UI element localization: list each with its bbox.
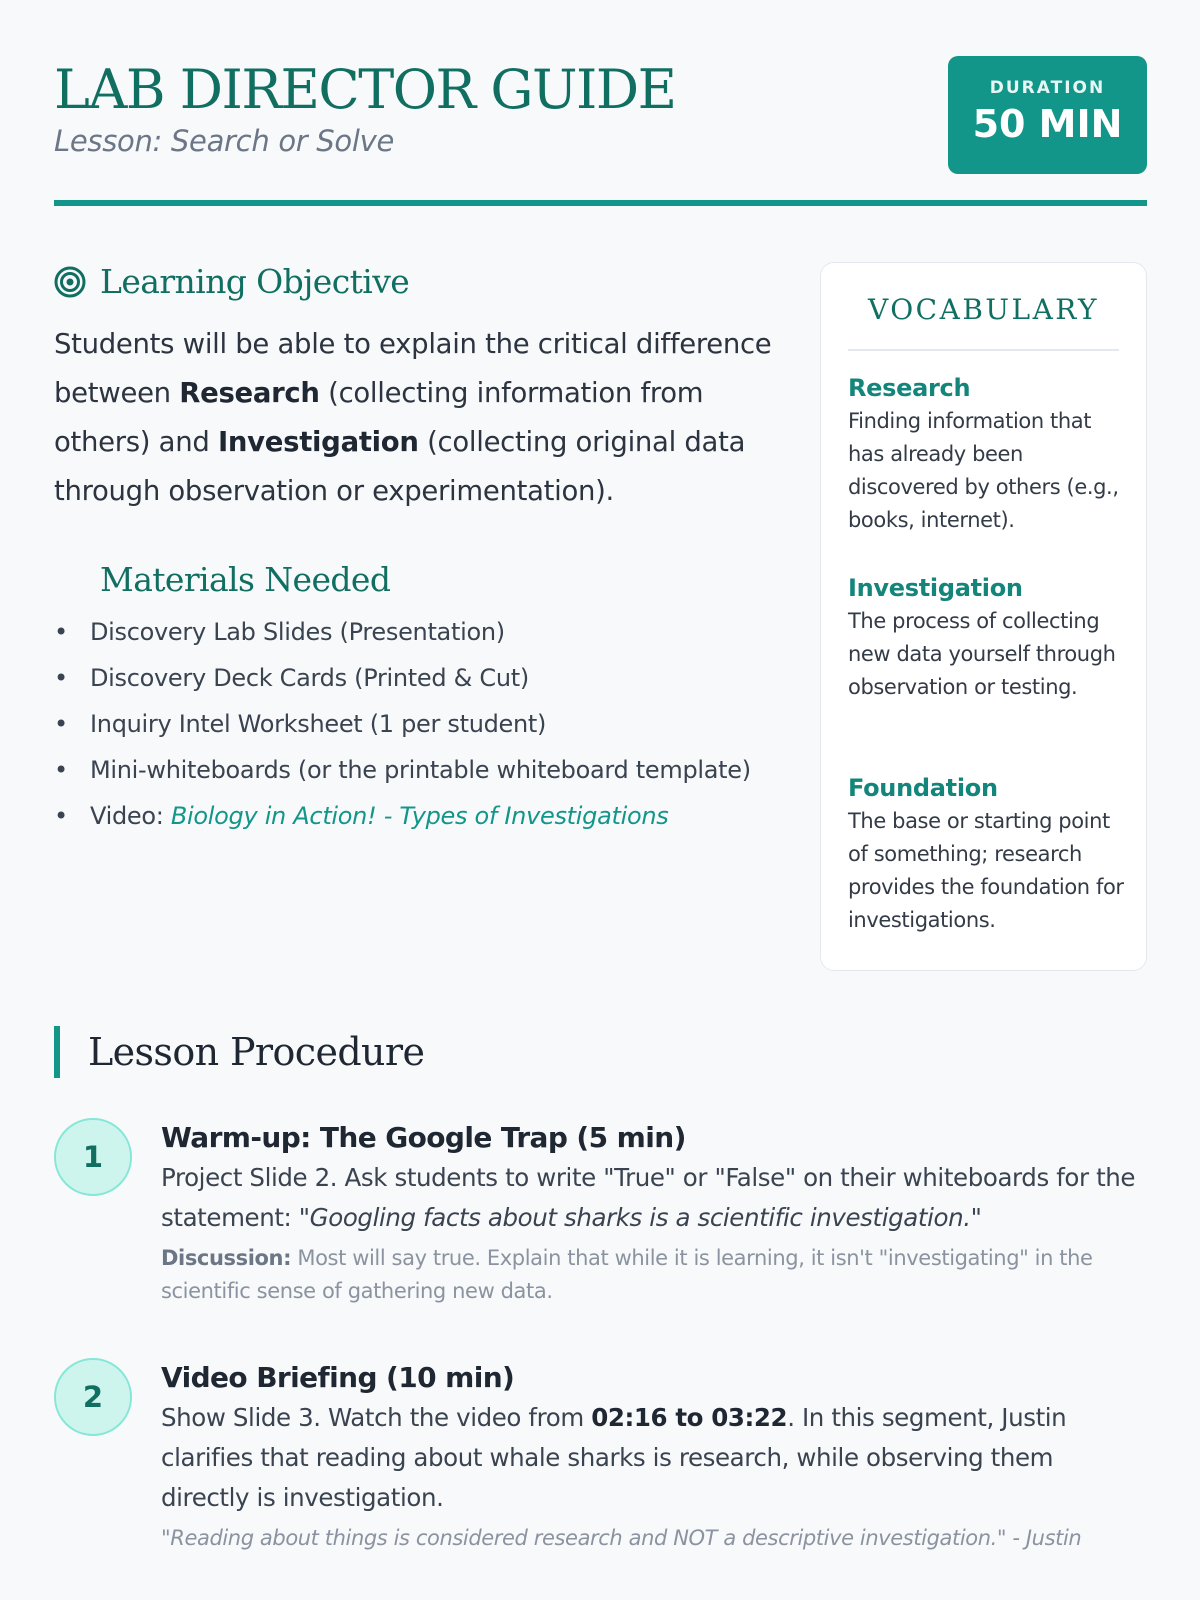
step-text-part: Show Slide 3. Watch the video from <box>161 1403 592 1432</box>
vocab-term: Foundation <box>848 774 998 802</box>
step-text <box>161 1158 1147 1238</box>
vocabulary-card <box>820 262 1147 971</box>
vocabulary-heading: VOCABULARY <box>867 293 1100 326</box>
target-icon <box>54 266 86 298</box>
vocab-term: Investigation <box>848 574 1023 602</box>
objective-text-part: (collecting information from others) and <box>54 377 704 458</box>
header-divider <box>54 200 1147 206</box>
materials-item-label: Mini-whiteboards (or the printable whiteboard template) <box>90 756 751 784</box>
step-body <box>161 1118 1147 1308</box>
objective-term-investigation: Investigation <box>217 426 419 458</box>
objective-text <box>54 320 774 516</box>
discussion-text: Most will say true. Explain that while it is learning, it isn't "investigating" in the scientific sense of gathering new data. <box>161 1246 1093 1303</box>
materials-item <box>54 658 774 698</box>
materials-item <box>54 612 774 652</box>
duration-badge <box>948 56 1147 174</box>
materials-item-label: Discovery Deck Cards (Printed & Cut) <box>90 664 529 692</box>
page-title: LAB DIRECTOR GUIDE <box>54 58 676 121</box>
duration-value: 50 MIN <box>972 102 1123 146</box>
vocab-definition: Finding information that has already been discovered by others (e.g., books, internet). <box>848 409 1119 532</box>
vocab-item-foundation <box>848 771 1128 937</box>
objective-text-part: Students will be able to explain the critical difference between <box>54 328 772 409</box>
objective-text-part: (collecting original data through observation or experimentation). <box>54 426 746 507</box>
step-text <box>161 1398 1147 1518</box>
step-quote: "Googling facts about sharks is a scientific investigation." <box>298 1203 982 1232</box>
materials-item-video <box>54 796 774 836</box>
bullet-icon: • <box>54 802 68 830</box>
discussion-label: Discussion: <box>161 1246 292 1270</box>
materials-list <box>54 612 774 842</box>
step-body <box>161 1358 1147 1555</box>
vocabulary-divider <box>848 349 1119 351</box>
vocab-item-research <box>848 371 1128 537</box>
vocab-item-investigation <box>848 571 1128 704</box>
objective-heading: Learning Objective <box>100 262 410 301</box>
vocab-definition: The base or starting point of something; research provides the foundation for investigations. <box>848 809 1124 932</box>
header <box>54 56 1147 206</box>
materials-item <box>54 704 774 744</box>
materials-item-label: Discovery Lab Slides (Presentation) <box>90 618 505 646</box>
bullet-icon: • <box>54 756 68 784</box>
materials-item-label: Inquiry Intel Worksheet (1 per student) <box>90 710 547 738</box>
video-time-range: 02:16 to 03:22 <box>591 1403 788 1432</box>
step-pull-quote: "Reading about things is considered research and NOT a descriptive investigation." - Justin <box>161 1526 1082 1550</box>
materials-heading: Materials Needed <box>100 560 391 599</box>
step-text-part: . In this segment, Justin clarifies that reading about whale sharks is research, while observing them directly is investigation. <box>161 1403 1067 1512</box>
materials-item <box>54 750 774 790</box>
lab-director-guide-page <box>54 0 1147 1600</box>
bullet-icon: • <box>54 618 68 646</box>
step-title: Video Briefing (10 min) <box>161 1361 515 1394</box>
procedure-heading: Lesson Procedure <box>88 1030 425 1074</box>
bullet-icon: • <box>54 664 68 692</box>
vocab-term: Research <box>848 374 971 402</box>
video-link[interactable]: Biology in Action! - Types of Investigations <box>170 802 669 830</box>
bullet-icon: • <box>54 710 68 738</box>
duration-label: DURATION <box>989 78 1106 98</box>
step-number-badge: 1 <box>54 1118 132 1196</box>
video-prefix: Video: <box>90 802 171 830</box>
step-discussion-note <box>161 1242 1147 1308</box>
procedure-accent-bar <box>54 1026 60 1078</box>
lesson-subtitle: Lesson: Search or Solve <box>54 124 395 158</box>
step-text-part: Project Slide 2. Ask students to write "True" or "False" on their whiteboards for the statement: <box>161 1163 1136 1232</box>
step-number-badge: 2 <box>54 1358 132 1436</box>
vocab-definition: The process of collecting new data yourself through observation or testing. <box>848 609 1116 699</box>
objective-term-research: Research <box>179 377 320 409</box>
step-title: Warm-up: The Google Trap (5 min) <box>161 1121 686 1154</box>
